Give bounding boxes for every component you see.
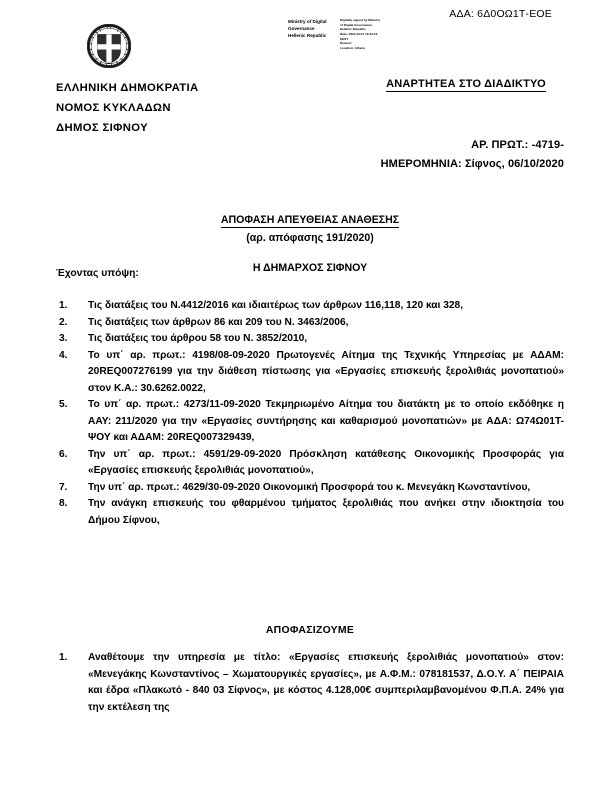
signature-detail-line: Reason:	[340, 41, 353, 46]
list-item	[56, 315, 564, 332]
list-item-text: Την υπ΄ αρ. πρωτ.: 4591/29-09-2020 Πρόσκληση κατάθεσης Οικονομικής Προσφοράς για «Εργασίες επισκευής ξερολιθιάς μονοπατιού»,	[88, 448, 564, 476]
list-item-number: 6.	[59, 448, 68, 460]
list-item-number: 2.	[59, 316, 68, 328]
list-item-text: Το υπ΄ αρ. πρωτ.: 4198/08-09-2020 Πρωτογενές Αίτημα της Τεχνικής Υπηρεσίας με ΑΔΑΜ: 20REQ007276199 για την διάθεση πίστωσης για «Εργασίες επισκευής ξερολιθιάς μονοπατιού» στον Κ.Α.: 30.6262.0022,	[88, 349, 564, 394]
hellenic-coat-of-arms-icon	[87, 24, 131, 68]
list-item	[56, 650, 564, 716]
ada-code: ΑΔΑ: 6Δ0ΟΩ1Τ-ΕΟΕ	[449, 8, 552, 20]
list-item-number: 1.	[59, 652, 68, 663]
list-item	[56, 397, 564, 447]
list-item-number: 3.	[59, 333, 68, 344]
protocol-number: ΑΡ. ΠΡΩΤ.: -4719-	[471, 139, 564, 151]
list-item-text: Την ανάγκη επισκευής του φθαρμένου τμήματος ξερολιθιάς που ανήκει στην ιδιοκτησία του Δήμου Σίφνου,	[88, 498, 564, 526]
signature-authority	[288, 18, 336, 39]
list-item	[56, 447, 564, 480]
clause-list	[56, 298, 564, 529]
signature-detail-line: EEST	[340, 36, 349, 41]
list-item	[56, 480, 564, 497]
protocol-block	[64, 136, 564, 174]
protocol-date: ΗΜΕΡΟΜΗΝΙΑ: Σίφνος, 06/10/2020	[380, 158, 564, 170]
signature-detail-line: of Digital Governance,	[340, 22, 373, 27]
list-item	[56, 331, 564, 348]
preamble-label: Έχοντας υπόψη:	[56, 268, 139, 279]
list-item-number: 1.	[59, 300, 68, 311]
signature-detail-line: Date: 2020.10.07 13:23:19	[340, 31, 378, 36]
list-item-text: Τις διατάξεις του Ν.4412/2016 και ιδιαιτέρως των άρθρων 116,118, 120 και 328,	[88, 300, 464, 311]
list-item	[56, 348, 564, 398]
list-item-number: 7.	[59, 481, 68, 493]
organization-line-country: ΕΛΛΗΝΙΚΗ ΔΗΜΟΚΡΑΤΙΑ	[56, 82, 199, 94]
issuing-authority: Η ΔΗΜΑΡΧΟΣ ΣΙΦΝΟΥ	[252, 262, 368, 274]
decision-number: (αρ. απόφασης 191/2020)	[246, 231, 374, 244]
digital-signature-stamp	[288, 18, 398, 50]
page-title: ΑΠΟΦΑΣΗ ΑΠΕΥΘΕΙΑΣ ΑΝΑΘΕΣΗΣ	[220, 214, 400, 226]
signature-detail-line: Hellenic Republic	[340, 27, 366, 32]
signature-detail-line: Digitally signed by Ministry	[340, 18, 381, 22]
list-item-text: Το υπ΄ αρ. πρωτ.: 4273/11-09-2020 Τεκμηριωμένο Αίτημα του διατάκτη με το οποίο εκδόθηκε η ΑΑΥ: 211/2020 για την «Εργασίες συντήρησης και καθαρισμού μονοπατιών» με ΑΔΑ: Ω74Ω01Τ-ΨΟΥ και ΑΔΑΜ: 20REQ007329439,	[88, 399, 564, 443]
decision-heading: ΑΠΟΦΑΣΙΖΟΥΜΕ	[265, 625, 355, 636]
organization-line-prefecture: ΝΟΜΟΣ ΚΥΚΛΑΔΩΝ	[56, 102, 171, 114]
list-item-text: Αναθέτουμε την υπηρεσία με τίτλο: «Εργασίες επισκευής ξερολιθιάς μονοπατιού» στον: «Μενεγάκης Κωνσταντίνος – Χωματουργικές εργασίες», με Α.Φ.Μ.: 078181537, Δ.Ο.Υ. Α΄ ΠΕΙΡΑΙΑ και έδρα «Πλακωτό - 840 03 Σίφνος», με κόστος 4.128,00€ συμπεριλαμβανομένου Φ.Π.Α. 24% για την εκτέλεση της	[88, 652, 564, 713]
publication-note-text: ΑΝΑΡΤΗΤΕΑ ΣΤΟ ΔΙΑΔΙΚΤΥΟ	[386, 78, 546, 90]
signature-details	[340, 18, 398, 50]
organization-line-municipality: ΔΗΜΟΣ ΣΙΦΝΟΥ	[56, 122, 148, 134]
list-item-number: 8.	[59, 498, 68, 509]
signature-detail-line: Location: Athens	[340, 45, 366, 50]
list-item	[56, 496, 564, 529]
signature-authority-line: Ministry of Digital	[288, 19, 327, 24]
organization-header	[56, 78, 199, 138]
signature-authority-line: Hellenic Republic	[288, 33, 327, 39]
publication-note	[368, 78, 564, 90]
list-item	[56, 298, 564, 315]
signature-authority-line: Governance	[288, 26, 315, 32]
list-item-text: Τις διατάξεις των άρθρων 86 και 209 του Ν. 3463/2006,	[88, 316, 349, 328]
list-item-number: 4.	[59, 349, 68, 361]
list-item-number: 5.	[59, 399, 68, 410]
list-item-text: Τις διατάξεις του άρθρου 58 του Ν. 3852/2010,	[88, 333, 308, 344]
decision-list	[56, 650, 564, 716]
list-item-text: Την υπ΄ αρ. πρωτ.: 4629/30-09-2020 Οικονομική Προσφορά του κ. Μενεγάκη Κωνσταντίνου,	[88, 481, 531, 493]
